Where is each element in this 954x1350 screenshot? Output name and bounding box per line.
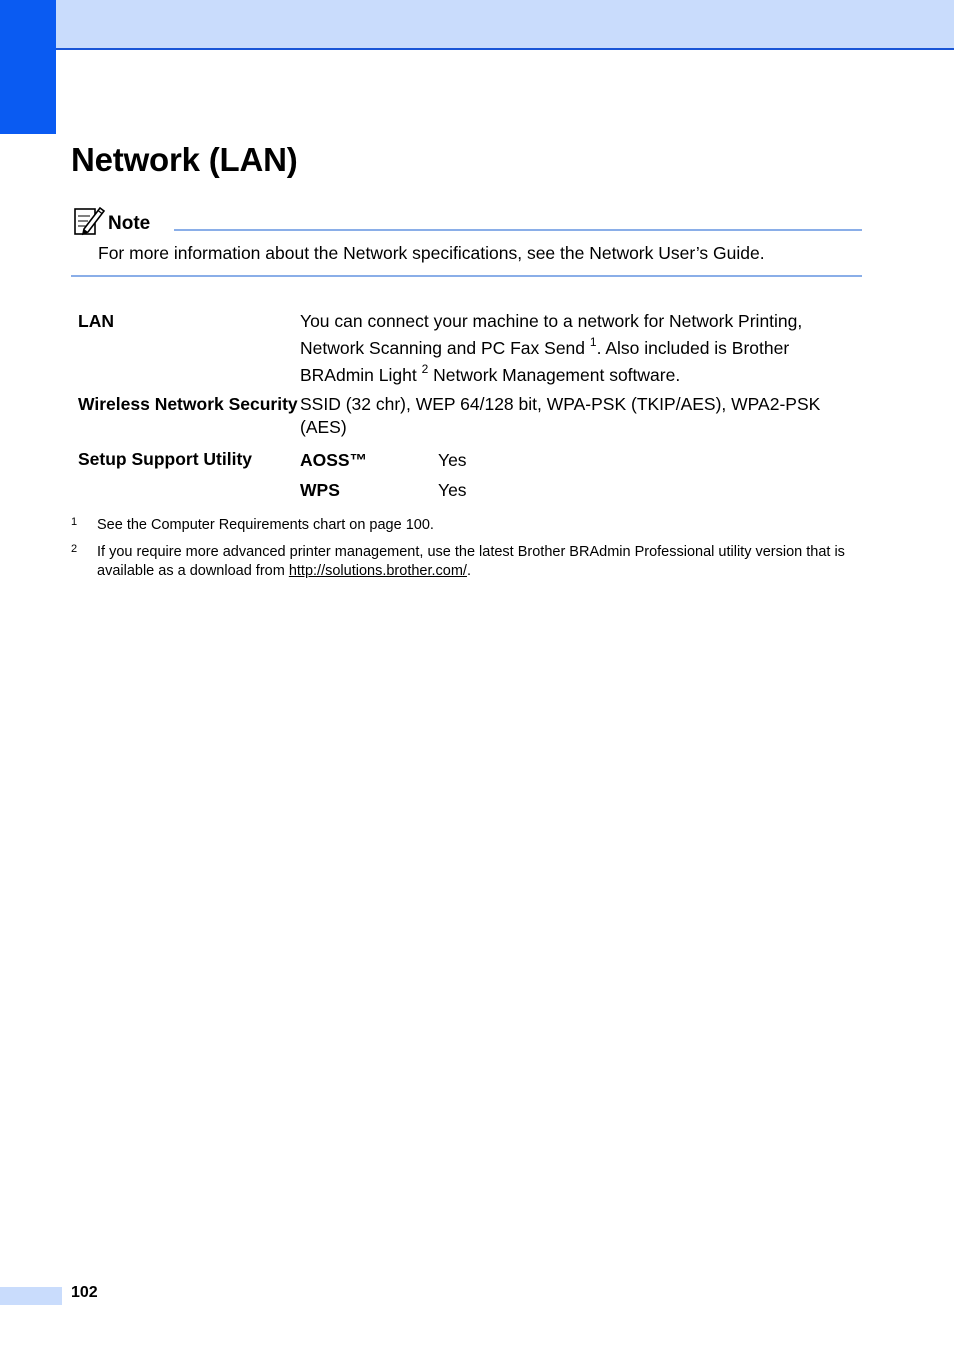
note-top-rule	[174, 229, 862, 231]
lan-value	[300, 308, 862, 393]
aoss-value: Yes	[438, 450, 467, 470]
setup-value	[300, 445, 862, 505]
wps-label: WPS	[300, 480, 340, 500]
wps-value: Yes	[438, 480, 467, 500]
footnote-text-container	[97, 543, 862, 581]
note-text: For more information about the Network specifications, see the Network User’s Guide.	[98, 243, 765, 263]
footnote-ref-2: 2	[421, 362, 429, 377]
lan-text-3: Network Management software.	[428, 365, 681, 385]
note-pencil-icon	[71, 205, 105, 237]
chapter-tab	[0, 0, 56, 134]
solutions-link[interactable]: http://solutions.brother.com/	[288, 563, 467, 579]
table-row-setup	[71, 445, 862, 505]
wireless-label: Wireless Network Security	[78, 394, 298, 414]
setup-subtable	[300, 445, 467, 505]
note-label: Note	[108, 213, 151, 234]
footnote-number: 2	[71, 543, 78, 555]
note-header	[71, 205, 862, 237]
footnote-1	[71, 516, 862, 535]
setup-label: Setup Support Utility	[78, 449, 253, 469]
footnote-ref-1: 1	[589, 335, 597, 350]
footnote-number: 1	[71, 516, 78, 528]
header-band	[56, 0, 954, 50]
lan-label: LAN	[78, 311, 114, 331]
footnote-text: See the Computer Requirements chart on page 100.	[97, 517, 434, 533]
lan-text-2: . Also included is Brother BRAdmin Light	[300, 338, 790, 385]
footnote-2	[71, 543, 862, 581]
footnotes	[71, 516, 862, 589]
network-spec-table	[71, 308, 862, 505]
page-title: Network (LAN)	[71, 141, 298, 178]
setup-item-aoss	[300, 445, 467, 475]
footnote-text: If you require more advanced printer management, use the latest Brother BRAdmin Professional utility version that is available as a download from	[97, 544, 845, 579]
aoss-label: AOSS™	[300, 450, 368, 470]
page-number: 102	[71, 1284, 98, 1301]
footnote-period: .	[466, 563, 471, 579]
wireless-value: SSID (32 chr), WEP 64/128 bit, WPA-PSK (TKIP/AES), WPA2-PSK (AES)	[300, 394, 821, 437]
note-bottom-rule	[71, 275, 862, 277]
lan-text-1: You can connect your machine to a network for Network Printing, Network Scanning and PC Fax Send	[300, 311, 803, 358]
page-number-bar	[0, 1287, 62, 1305]
table-row-wireless	[71, 393, 862, 445]
note-box	[71, 205, 862, 277]
table-row-lan	[71, 308, 862, 393]
setup-item-wps	[300, 475, 467, 505]
